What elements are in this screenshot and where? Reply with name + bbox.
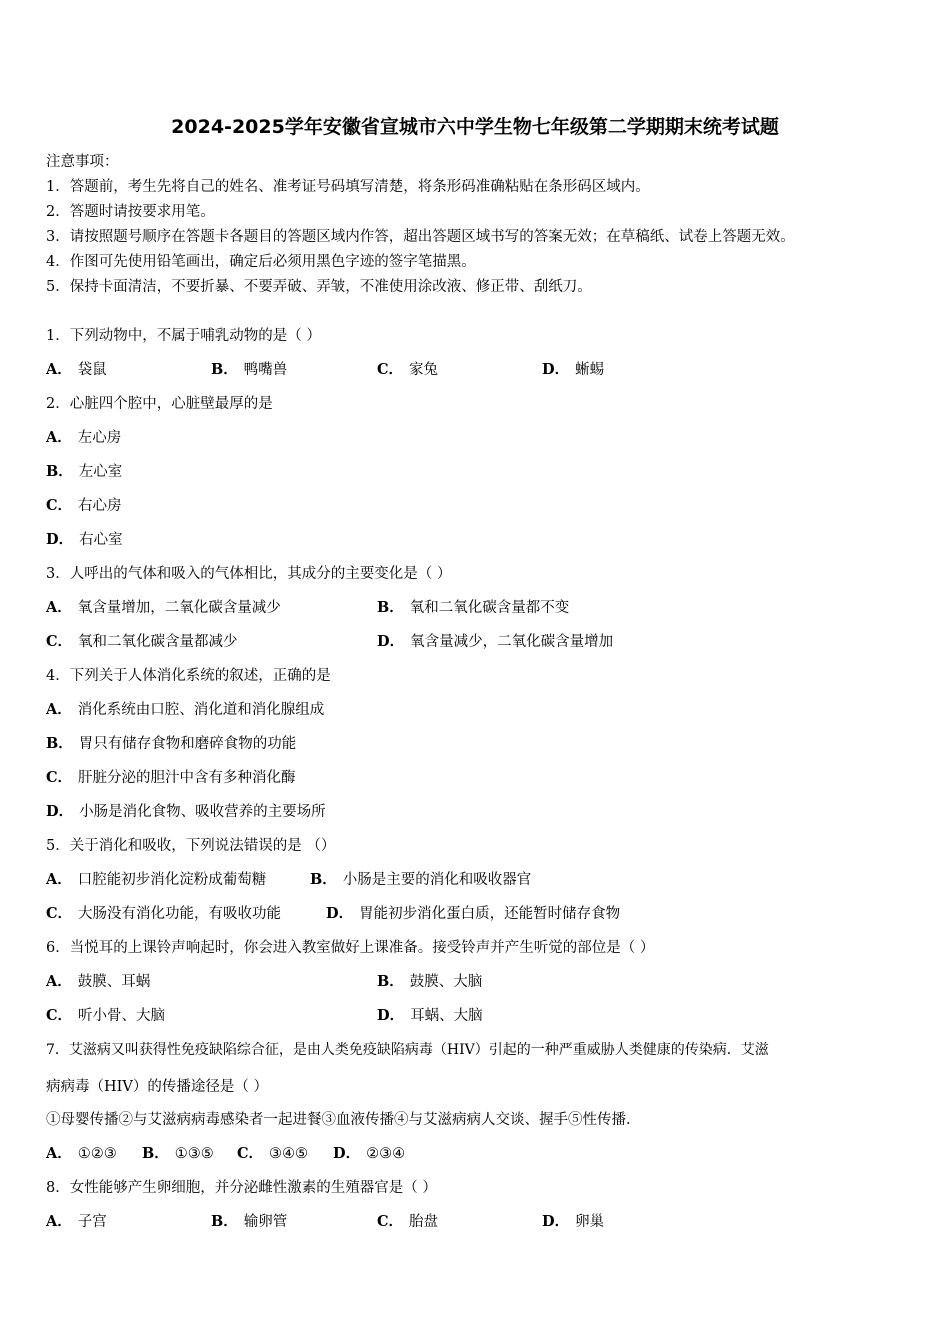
option-text: 鼓膜、大脑: [409, 974, 483, 990]
notice-item: 4．作图可先使用铅笔画出，确定后必须用黑色字迹的签字笔描黑。: [46, 254, 476, 270]
question-2-stem: 2．心脏四个腔中，心脏壁最厚的是: [46, 396, 273, 412]
question-8-stem: 8．女性能够产生卵细胞，并分泌雌性激素的生殖器官是（ ）: [46, 1180, 437, 1196]
question-6-option-b[interactable]: [377, 972, 482, 992]
option-label: D．: [326, 905, 354, 922]
option-label: A．: [46, 1145, 72, 1162]
option-label: C．: [46, 497, 73, 514]
question-8-option-a[interactable]: [46, 1212, 107, 1232]
option-label: C．: [237, 1145, 264, 1162]
notice-item: 5．保持卡面清洁，不要折暴、不要弄破、弄皱，不准使用涂改液、修正带、刮纸刀。: [46, 279, 592, 295]
question-7-stem-cont: 病病毒（HIV）的传播途径是（ ）: [46, 1079, 268, 1095]
question-1-option-c[interactable]: [377, 360, 438, 380]
option-label: C．: [377, 361, 404, 378]
option-label: D．: [542, 361, 570, 378]
question-5-option-c[interactable]: [46, 904, 281, 924]
question-5-option-b[interactable]: [310, 870, 531, 890]
question-5-option-a[interactable]: [46, 870, 266, 890]
question-7-stem: 7．艾滋病又叫获得性免疫缺陷综合征，是由人类免疫缺陷病毒（HIV）引起的一种严重威胁人类健康的传染病．艾滋: [46, 1042, 769, 1058]
question-3-stem: 3．人呼出的气体和吸入的气体相比，其成分的主要变化是（ ）: [46, 566, 452, 582]
question-3-option-c[interactable]: [46, 632, 238, 652]
option-text: 小肠是主要的消化和吸收器官: [342, 872, 532, 888]
option-label: A．: [46, 361, 72, 378]
option-label: A．: [46, 973, 72, 990]
option-text: 鸭嘴兽: [243, 362, 288, 378]
question-3-option-b[interactable]: [377, 598, 569, 618]
question-8-option-d[interactable]: [542, 1212, 604, 1232]
option-label: D．: [377, 1007, 405, 1024]
question-4-option-b[interactable]: [46, 734, 296, 754]
option-label: D．: [542, 1213, 570, 1230]
question-6-option-c[interactable]: [46, 1006, 165, 1026]
notice-heading: 注意事项：: [46, 154, 119, 170]
option-text: 大肠没有消化功能，有吸收功能: [78, 906, 282, 922]
question-4-stem: 4．下列关于人体消化系统的叙述，正确的是: [46, 668, 331, 684]
question-3-option-a[interactable]: [46, 598, 281, 618]
question-7-option-b[interactable]: [142, 1144, 214, 1164]
option-text: ③④⑤: [269, 1146, 309, 1162]
option-text: 左心房: [77, 430, 122, 446]
option-text: 氧含量减少，二氧化碳含量增加: [410, 634, 614, 650]
option-text: 氧和二氧化碳含量都减少: [78, 634, 238, 650]
question-6-stem: 6．当悦耳的上课铃声响起时，你会进入教室做好上课准备。接受铃声并产生听觉的部位是（ ）: [46, 940, 655, 956]
page-title: 2024-2025学年安徽省宣城市六中学生物七年级第二学期期末统考试题: [171, 116, 779, 138]
option-text: 鼓膜、耳蜗: [77, 974, 151, 990]
option-text: 右心房: [78, 498, 122, 514]
option-label: B．: [211, 1213, 238, 1230]
question-2-option-d[interactable]: [46, 530, 123, 550]
option-text: 胎盘: [409, 1214, 439, 1230]
question-6-option-d[interactable]: [377, 1006, 483, 1026]
question-7-option-c[interactable]: [237, 1144, 308, 1164]
question-6-option-a[interactable]: [46, 972, 150, 992]
question-1-option-d[interactable]: [542, 360, 604, 380]
question-4-option-c[interactable]: [46, 768, 296, 788]
question-3-option-d[interactable]: [377, 632, 613, 652]
option-label: D．: [46, 803, 74, 820]
question-5-stem: 5．关于消化和吸收，下列说法错误的是 （）: [46, 838, 336, 854]
option-text: 袋鼠: [77, 362, 107, 378]
option-label: C．: [46, 1007, 73, 1024]
option-label: D．: [377, 633, 405, 650]
option-label: B．: [211, 361, 238, 378]
option-text: ②③④: [366, 1146, 406, 1162]
option-text: 左心室: [78, 464, 123, 480]
option-text: 胃只有储存食物和磨碎食物的功能: [78, 736, 297, 752]
option-label: B．: [310, 871, 337, 888]
notice-item: 3．请按照题号顺序在答题卡各题目的答题区域内作答，超出答题区域书写的答案无效；在草稿纸、试卷上答题无效。: [46, 229, 795, 245]
notice-item: 1．答题前，考生先将自己的姓名、准考证号码填写清楚，将条形码准确粘贴在条形码区域内。: [46, 179, 650, 195]
option-label: B．: [377, 973, 404, 990]
question-8-option-c[interactable]: [377, 1212, 438, 1232]
option-label: B．: [377, 599, 404, 616]
option-text: 听小骨、大脑: [78, 1008, 166, 1024]
option-text: 耳蜗、大脑: [410, 1008, 483, 1024]
option-text: 卵巢: [575, 1214, 605, 1230]
question-4-option-a[interactable]: [46, 700, 324, 720]
option-text: 胃能初步消化蛋白质，还能暂时储存食物: [359, 906, 621, 922]
option-text: 氧含量增加，二氧化碳含量减少: [77, 600, 281, 616]
question-8-option-b[interactable]: [211, 1212, 287, 1232]
option-label: A．: [46, 1213, 72, 1230]
option-text: ①③⑤: [174, 1146, 214, 1162]
option-label: B．: [46, 735, 73, 752]
option-label: A．: [46, 701, 72, 718]
option-text: 氧和二氧化碳含量都不变: [409, 600, 570, 616]
question-4-option-d[interactable]: [46, 802, 326, 822]
option-label: C．: [46, 769, 73, 786]
option-label: A．: [46, 599, 72, 616]
question-1-option-b[interactable]: [211, 360, 287, 380]
option-text: 小肠是消化食物、吸收营养的主要场所: [79, 804, 326, 820]
option-text: 子宫: [77, 1214, 107, 1230]
notice-item: 2．答题时请按要求用笔。: [46, 204, 215, 220]
question-2-option-c[interactable]: [46, 496, 122, 516]
question-2-option-a[interactable]: [46, 428, 121, 448]
option-text: 口腔能初步消化淀粉成葡萄糖: [77, 872, 267, 888]
option-label: C．: [377, 1213, 404, 1230]
question-5-option-d[interactable]: [326, 904, 620, 924]
option-text: 肝脏分泌的胆汁中含有多种消化酶: [78, 770, 296, 786]
question-7-statements: ①母婴传播②与艾滋病病毒感染者一起进餐③血液传播④与艾滋病病人交谈、握手⑤性传播．: [46, 1112, 641, 1128]
option-text: 蜥蜴: [575, 362, 605, 378]
question-1-stem: 1．下列动物中，不属于哺乳动物的是（ ）: [46, 328, 321, 344]
option-label: D．: [46, 531, 74, 548]
option-text: 消化系统由口腔、消化道和消化腺组成: [77, 702, 325, 718]
question-7-option-a[interactable]: [46, 1144, 117, 1164]
question-2-option-b[interactable]: [46, 462, 122, 482]
option-label: D．: [333, 1145, 361, 1162]
option-text: ①②③: [77, 1146, 117, 1162]
option-text: 家兔: [409, 362, 439, 378]
option-label: A．: [46, 429, 72, 446]
option-label: B．: [46, 463, 73, 480]
option-label: C．: [46, 905, 73, 922]
option-label: A．: [46, 871, 72, 888]
option-label: C．: [46, 633, 73, 650]
option-text: 右心室: [79, 532, 123, 548]
question-1-option-a[interactable]: [46, 360, 107, 380]
option-label: B．: [142, 1145, 169, 1162]
option-text: 输卵管: [243, 1214, 288, 1230]
question-7-option-d[interactable]: [333, 1144, 405, 1164]
